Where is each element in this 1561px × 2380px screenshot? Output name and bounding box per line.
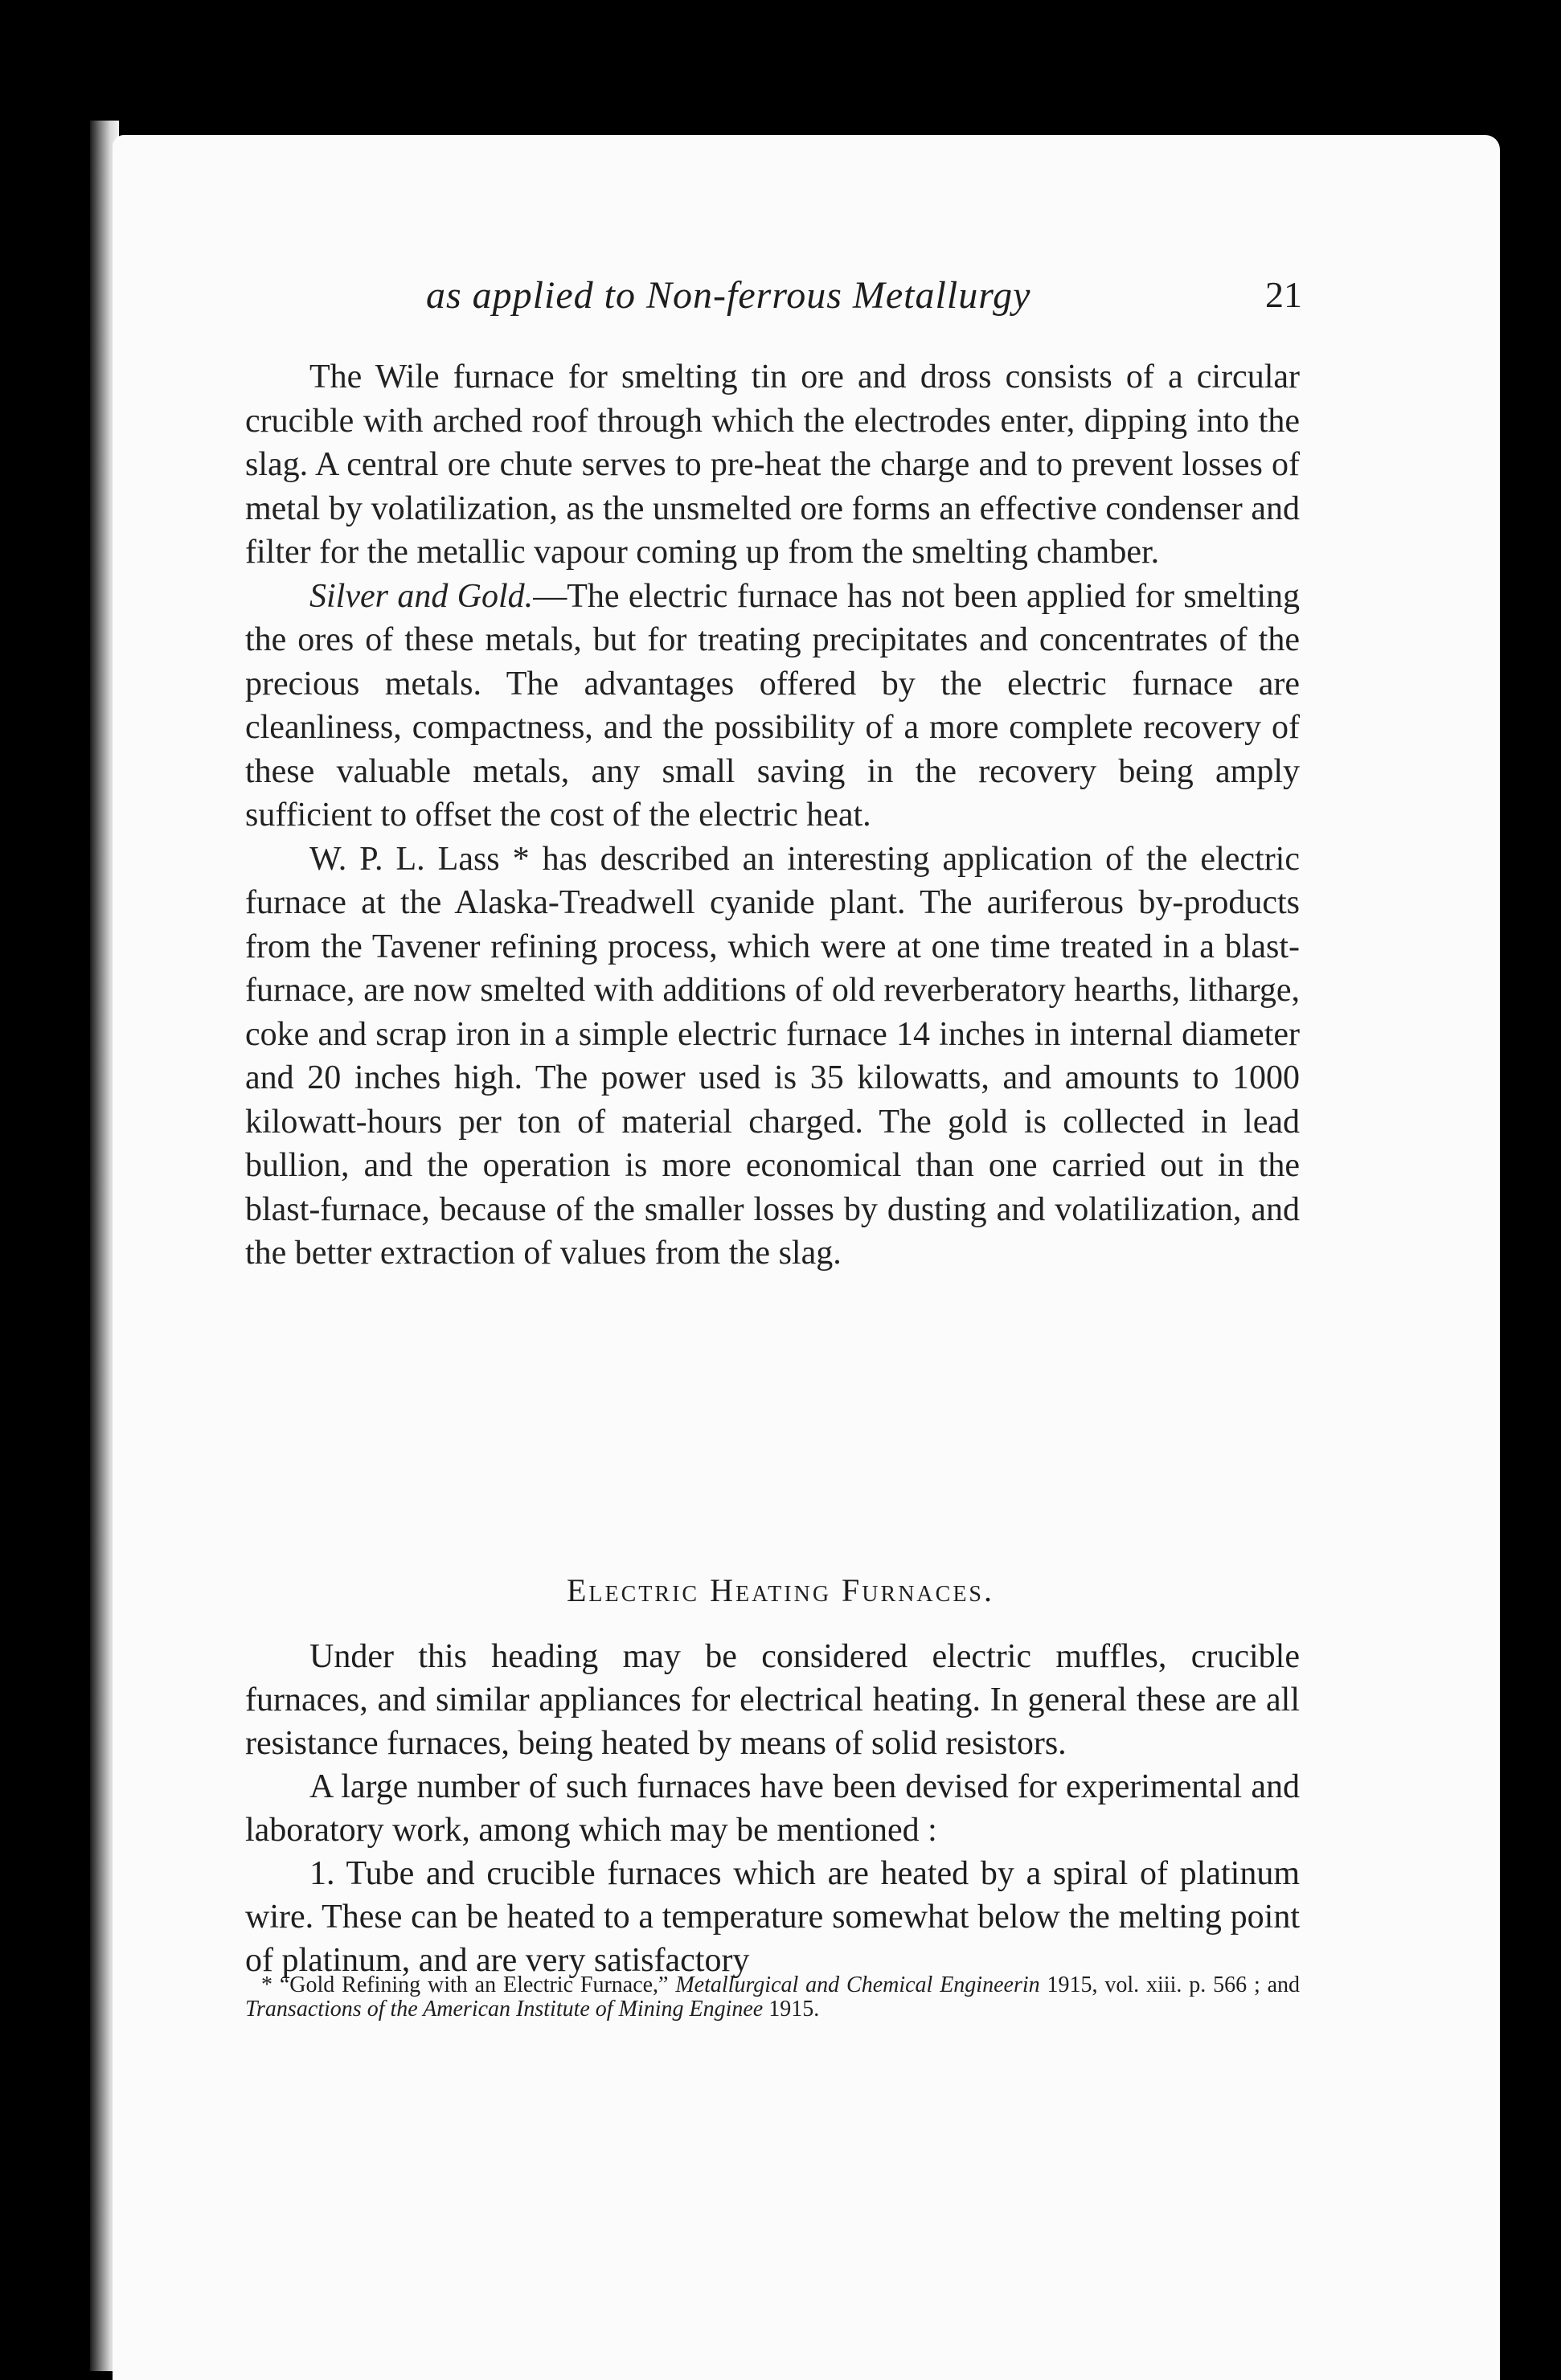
paragraph-laboratory-work: A large number of such furnaces have been devised for experimental and laboratory work, among which may be mentioned : [245, 1768, 1300, 1849]
section-electric-heating [245, 1569, 1300, 1982]
paragraph-silver-gold [245, 575, 1300, 838]
footnote-prefix: “Gold Refining with an Electric Furnace,” [279, 1972, 669, 1997]
page-header [305, 273, 1302, 330]
paragraph-list-item-1: 1. Tube and crucible furnaces which are heated by a spiral of platinum wire. These can be heated to a temperature somewhat below the melting point of platinum, and are very satisfactory [245, 1855, 1300, 1979]
footnote-marker: * [261, 1972, 272, 1997]
paragraph-lass: W. P. L. Lass * has described an interesting application of the electric furnace at the Alaska-Treadwell cyanide plant. The auriferous by-products from the Tavener refining process, which were at one time treated in a blast-furnace, are now smelted with additions of old reverberatory hearths, litharge, coke and scrap iron in a simple electric furnace 14 inches in internal diameter and 20 inches high. The power used is 35 kilowatts, and amounts to 1000 kilowatt-hours per ton of material charged. The gold is collected in lead bullion, and the operation is more economical than one carried out in the blast-furnace, because of the smaller losses by dusting and volatilization, and the better extraction of values from the slag. [245, 840, 1300, 1272]
footnote-middle: 1915, vol. xiii. p. 566 ; and [1047, 1972, 1301, 1997]
paragraph-silver-gold-text: —The electric furnace has not been applied for smelting the ores of these metals, but for treating precipitates and concentrates of the precious metals. The advantages offered by the electric furnace are cleanliness, compactness, and the possibility of a more complete recovery of these valuable metals, any small saving in the recovery being amply sufficient to offset the cost of the electric heat. [245, 577, 1300, 834]
footnote-text [245, 1973, 1300, 2022]
paragraph-wile-furnace: The Wile furnace for smelting tin ore and dross consists of a circular crucible with arched roof through which the electrodes enter, dipping into the slag. A central ore chute serves to pre-heat the charge and to prevent losses of metal by volatilization, as the unsmelted ore forms an effective condenser and filter for the metallic vapour coming up from the smelting chamber. [245, 358, 1300, 571]
page-number: 21 [1265, 274, 1302, 315]
body-text [245, 355, 1300, 1276]
paragraph-lead-heading: Silver and Gold. [309, 577, 534, 615]
section-heading: Electric Heating Furnaces. [566, 1572, 994, 1608]
footnote [245, 1973, 1300, 2022]
paragraph-heading-intro: Under this heading may be considered electric muffles, crucible furnaces, and similar appliances for electrical heating. In general these are all resistance furnaces, being heated by means of solid resistors. [245, 1638, 1300, 1762]
footnote-suffix: 1915. [768, 1997, 820, 2022]
footnote-journal: Metallurgical and Chemical Engineerin [675, 1972, 1040, 1997]
footnote-transactions: Transactions of the American Institute of Mining Enginee [245, 1997, 764, 2022]
running-head: as applied to Non-ferrous Metallurgy [426, 274, 1031, 317]
